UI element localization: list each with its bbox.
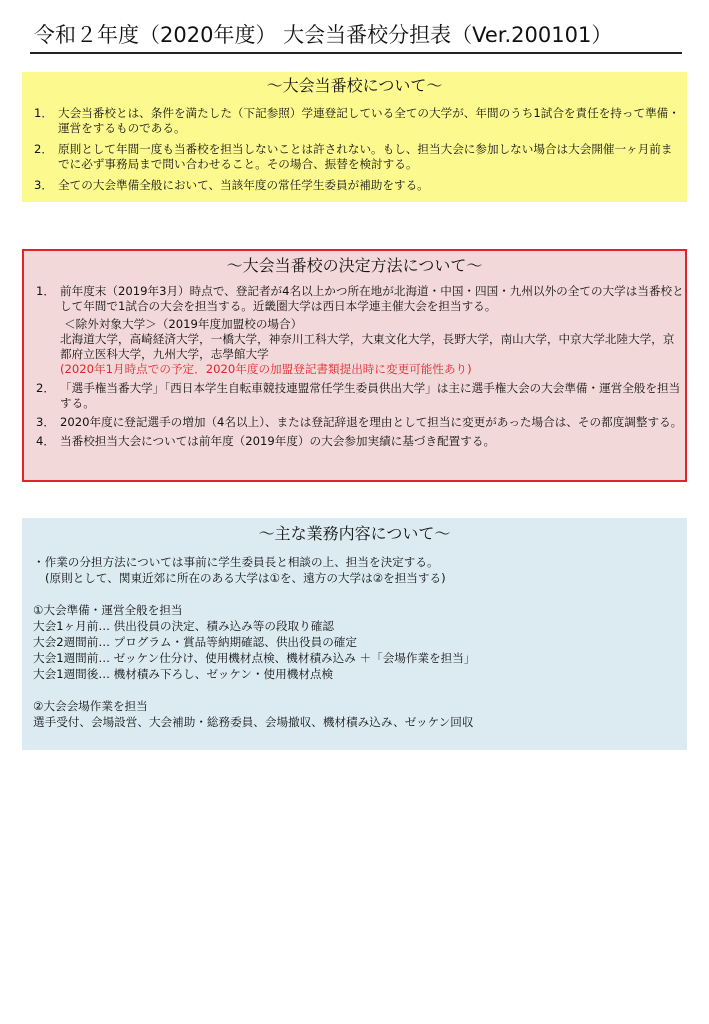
spacer [33, 586, 681, 602]
page-title: 令和２年度（2020年度） 大会当番校分担表（Ver.200101） [34, 23, 613, 47]
duty-line: 大会1ヶ月前… 供出役員の決定、積み込み等の段取り確認 [33, 619, 334, 633]
section-selection-method [22, 249, 687, 482]
exclusion-block [60, 317, 684, 377]
item-text: 「選手権当番大学」「西日本学生自転車競技連盟常任学生委員供出大学」は主に選手権大会の大会準備・運営全般を担当する。 [60, 381, 681, 410]
section-heading: ～主な業務内容について～ [258, 524, 451, 543]
list-item [36, 381, 684, 411]
section-about-host-school [22, 72, 687, 202]
list-item [34, 178, 682, 193]
spacer [33, 682, 681, 698]
group-title: ②大会会場作業を担当 [33, 699, 148, 713]
item-number: 3． [34, 178, 53, 192]
item-number: 3． [36, 415, 55, 429]
item-number: 2． [36, 381, 55, 395]
exclusion-label: ＜除外対象大学＞（2019年度加盟校の場合） [64, 317, 303, 331]
exclusion-list: 北海道大学，高崎経済大学，一橋大学，神奈川工科大学，大東文化大学，長野大学，南山大学，中京大学北陸大学，京都府立医科大学，九州大学，志學館大学 [60, 332, 675, 361]
duty-line: 大会1週間前… ゼッケン仕分け、使用機材点検、機材積み込み ＋「会場作業を担当」 [33, 651, 476, 665]
item-text: 当番校担当大会については前年度（2019年度）の大会参加実績に基づき配置する。 [60, 434, 496, 448]
item-text: 前年度末（2019年3月）時点で、登記者が4名以上かつ所在地が北海道・中国・四国・九州以外の全ての大学は当番校として年間で1試合の大会を担当する。近畿圏大学は西日本学連主催大会を担当する。 [60, 284, 684, 313]
list-item [34, 142, 682, 172]
section-heading: ～大会当番校について～ [266, 76, 443, 95]
duty-line: 選手受付、会場設営、大会補助・総務委員、会場撤収、機材積み込み、ゼッケン回収 [33, 715, 474, 729]
duty-line: 大会2週間前… プログラム・賞品等納期確認、供出役員の確定 [33, 635, 357, 649]
title-underline [30, 52, 682, 54]
item-text: 2020年度に登記選手の増加（4名以上）、または登記辞退を理由として担当に変更があった場合は、その都度調整する。 [60, 415, 683, 429]
duties-intro-note: (原則として、関東近郊に所在のある大学は①を、遠方の大学は②を担当する) [45, 571, 446, 585]
item-text: 全ての大会準備全般において、当該年度の常任学生委員が補助をする。 [58, 178, 429, 192]
item-number: 2． [34, 142, 53, 156]
list-item [36, 284, 684, 377]
item-number: 1． [36, 284, 55, 298]
item-number: 4． [36, 434, 55, 448]
numbered-list [36, 284, 684, 453]
exclusion-note: (2020年1月時点での予定．2020年度の加盟登記書類提出時に変更可能性あり) [60, 362, 472, 376]
duties-intro: ・作業の分担方法については事前に学生委員長と相談の上、担当を決定する。 [33, 555, 439, 569]
section-main-duties [22, 518, 687, 750]
group-title: ①大会準備・運営全般を担当 [33, 603, 183, 617]
numbered-list [34, 106, 682, 199]
section-heading: ～大会当番校の決定方法について～ [226, 256, 483, 275]
list-item [36, 434, 684, 449]
list-item [34, 106, 682, 136]
item-text: 原則として年間一度も当番校を担当しないことは許されない。もし、担当大会に参加しない場合は大会開催一ヶ月前までに必ず事務局まで問い合わせること。その場合、振替を検討する。 [58, 142, 673, 171]
duty-line: 大会1週間後… 機材積み下ろし、ゼッケン・使用機材点検 [33, 667, 334, 681]
duties-body [33, 554, 681, 730]
list-item [36, 415, 684, 430]
item-text: 大会当番校とは、条件を満たした（下記参照）学連登記している全ての大学が、年間のうち1試合を責任を持って準備・運営をするものである。 [58, 106, 680, 135]
item-number: 1． [34, 106, 53, 120]
